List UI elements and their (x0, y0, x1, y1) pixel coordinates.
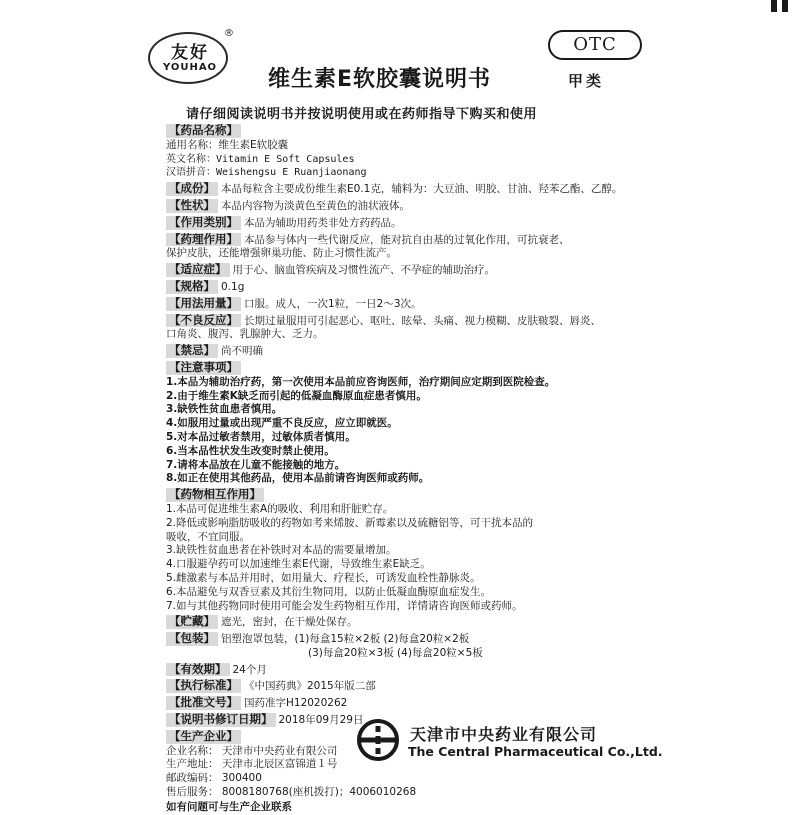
section-text: 尚不明确 (221, 345, 263, 358)
section-text: 本品为辅助用药类非处方药药品。 (244, 216, 402, 229)
footer-company-cn: 天津市中央药业有限公司 (410, 725, 598, 744)
section-header: 【药品名称】 (166, 124, 241, 138)
section-properties (166, 199, 642, 214)
registered-mark: ® (224, 28, 234, 39)
usage-notice: 请仔细阅读说明书并按说明使用或在药师指导下购买和使用 (186, 107, 538, 122)
section-standard (166, 679, 642, 694)
otc-badge: OTC (548, 30, 642, 60)
section-header: 【适应症】 (166, 263, 230, 277)
section-packaging (166, 632, 642, 647)
precaution-item: 3.缺铁性贫血患者慎用。 (166, 403, 283, 416)
generic-name: 通用名称：维生素E软胶囊 (166, 138, 289, 151)
section-contraindications (166, 344, 642, 359)
brand-name-cn: 友好 (171, 43, 209, 63)
section-header: 【注意事项】 (166, 361, 241, 375)
section-text: 《中国药典》2015年版二部 (244, 680, 376, 693)
section-header: 【生产企业】 (166, 730, 241, 744)
interaction-item: 2.降低或影响脂肪吸收的药物如考来烯胺、新霉素以及硫糖铝等，可干扰本品的 (166, 516, 534, 529)
section-approval (166, 696, 642, 711)
section-header: 【有效期】 (166, 663, 230, 677)
precaution-item: 4.如服用过量或出现严重不良反应，应立即就医。 (166, 417, 398, 430)
section-interactions (166, 488, 642, 503)
section-header: 【规格】 (166, 280, 218, 294)
section-text: 铝塑泡罩包装，(1)每盒15粒×2板 (2)每盒20粒×2板 (221, 633, 470, 646)
drug-category-label: 甲类 (568, 72, 605, 90)
section-header: 【说明书修订日期】 (166, 713, 276, 727)
manufacturer-service: 售后服务： 8008180768(座机拨打)；4006010268 (166, 786, 417, 799)
footer-company-en: The Central Pharmaceutical Co.,Ltd. (408, 744, 663, 759)
interaction-item: 6.本品避免与双香豆素及其衍生物同用，以防止低凝血酶原血症发生。 (166, 585, 492, 598)
precaution-item: 8.如正在使用其他药品，使用本品前请咨询医师或药师。 (166, 472, 430, 485)
pinyin-name: 汉语拼音：Weishengsu E Ruanjiaonang (166, 167, 367, 179)
manufacturer-address: 生产地址： 天津市北辰区富锦道１号 (166, 758, 338, 771)
section-header: 【性状】 (166, 199, 218, 213)
section-category (166, 216, 642, 231)
section-adverse-reactions (166, 314, 642, 329)
section-header: 【包装】 (166, 632, 218, 646)
section-text: 2018年09月29日 (278, 714, 364, 727)
section-text: 用于心、脑血管疾病及习惯性流产、不孕症的辅助治疗。 (232, 264, 495, 277)
brand-name-en: YOUHAO (162, 62, 218, 73)
section-text: 本品每粒含主要成份维生素E0.1克，辅料为：大豆油、明胶、甘油、羟苯乙酯、乙醇。 (221, 183, 623, 196)
section-text-continued: (3)每盒20粒×3板 (4)每盒20粒×5板 (308, 646, 483, 659)
section-header: 【禁忌】 (166, 344, 218, 358)
section-text: 本品内容物为淡黄色至黄色的油状液体。 (221, 199, 410, 212)
section-text: 本品参与体内一些代谢反应，能对抗自由基的过氧化作用，可抗衰老、 (244, 233, 570, 246)
precaution-item: 1.本品为辅助治疗药，第一次使用本品前应咨询医师，治疗期间应定期到医院检查。 (166, 375, 556, 388)
section-storage (166, 615, 642, 630)
interaction-item: 4.口服避孕药可以加速维生素E代谢，导致维生素E缺乏。 (166, 558, 431, 571)
manufacturer-postcode: 邮政编码： 300400 (166, 772, 262, 785)
section-text: 0.1g (221, 280, 245, 293)
corner-print-marks (771, 0, 788, 12)
section-dosage (166, 297, 642, 312)
precaution-item: 7.请将本品放在儿童不能接触的地方。 (166, 458, 346, 471)
section-text-continued: 口角炎、腹泻、乳腺肿大、乏力。 (166, 328, 324, 341)
section-header: 【批准文号】 (166, 696, 241, 710)
section-ingredients (166, 182, 642, 197)
document-title: 维生素E软胶囊说明书 (268, 67, 492, 92)
section-header: 【用法用量】 (166, 297, 241, 311)
section-header: 【作用类别】 (166, 216, 241, 230)
english-name: 英文名称：Vitamin E Soft Capsules (166, 153, 355, 165)
section-indications (166, 263, 642, 278)
precaution-item: 6.当本品性状发生改变时禁止使用。 (166, 444, 335, 457)
section-header: 【不良反应】 (166, 314, 241, 328)
section-header: 【成份】 (166, 182, 218, 196)
section-header: 【药理作用】 (166, 233, 241, 247)
section-validity (166, 663, 642, 678)
section-text-continued: 保护皮肤，还能增强卵巢功能、防止习惯性流产。 (166, 247, 397, 260)
company-logo-icon (356, 718, 400, 762)
interaction-item: 1.本品可促进维生素A的吸收、利用和肝脏贮存。 (166, 502, 394, 515)
section-header: 【贮藏】 (166, 615, 218, 629)
section-specification (166, 280, 642, 295)
precaution-item: 2.由于维生素K缺乏而引起的低凝血酶原血症患者慎用。 (166, 389, 427, 402)
contact-note: 如有问题可与生产企业联系 (166, 800, 292, 813)
section-drug-name (166, 124, 642, 139)
brand-logo (148, 28, 234, 86)
section-precautions (166, 361, 642, 376)
manufacturer-name: 企业名称： 天津市中央药业有限公司 (166, 744, 338, 757)
interaction-item: 3.缺铁性贫血患者在补铁时对本品的需要量增加。 (166, 544, 397, 557)
section-pharmacology (166, 233, 642, 248)
section-text: 口服。成人，一次1粒，一日2～3次。 (244, 297, 422, 310)
section-text: 国药准字H12020262 (244, 697, 348, 710)
leaflet-body (166, 124, 642, 815)
section-header: 【执行标准】 (166, 679, 241, 693)
section-text: 长期过量服用可引起恶心、呕吐、眩晕、头痛、视力模糊、皮肤皲裂、唇炎、 (244, 314, 601, 327)
precaution-item: 5.对本品过敏者禁用，过敏体质者慎用。 (166, 430, 356, 443)
interaction-item: 吸收，不宜同服。 (166, 530, 250, 543)
interaction-item: 5.雌激素与本品并用时，如用量大、疗程长，可诱发血栓性静脉炎。 (166, 571, 481, 584)
section-text: 24个月 (232, 663, 267, 676)
interaction-item: 7.如与其他药物同时使用可能会发生药物相互作用，详情请咨询医师或药师。 (166, 599, 523, 612)
section-text: 遮光，密封，在干燥处保存。 (221, 616, 358, 629)
section-header: 【药物相互作用】 (166, 488, 264, 502)
